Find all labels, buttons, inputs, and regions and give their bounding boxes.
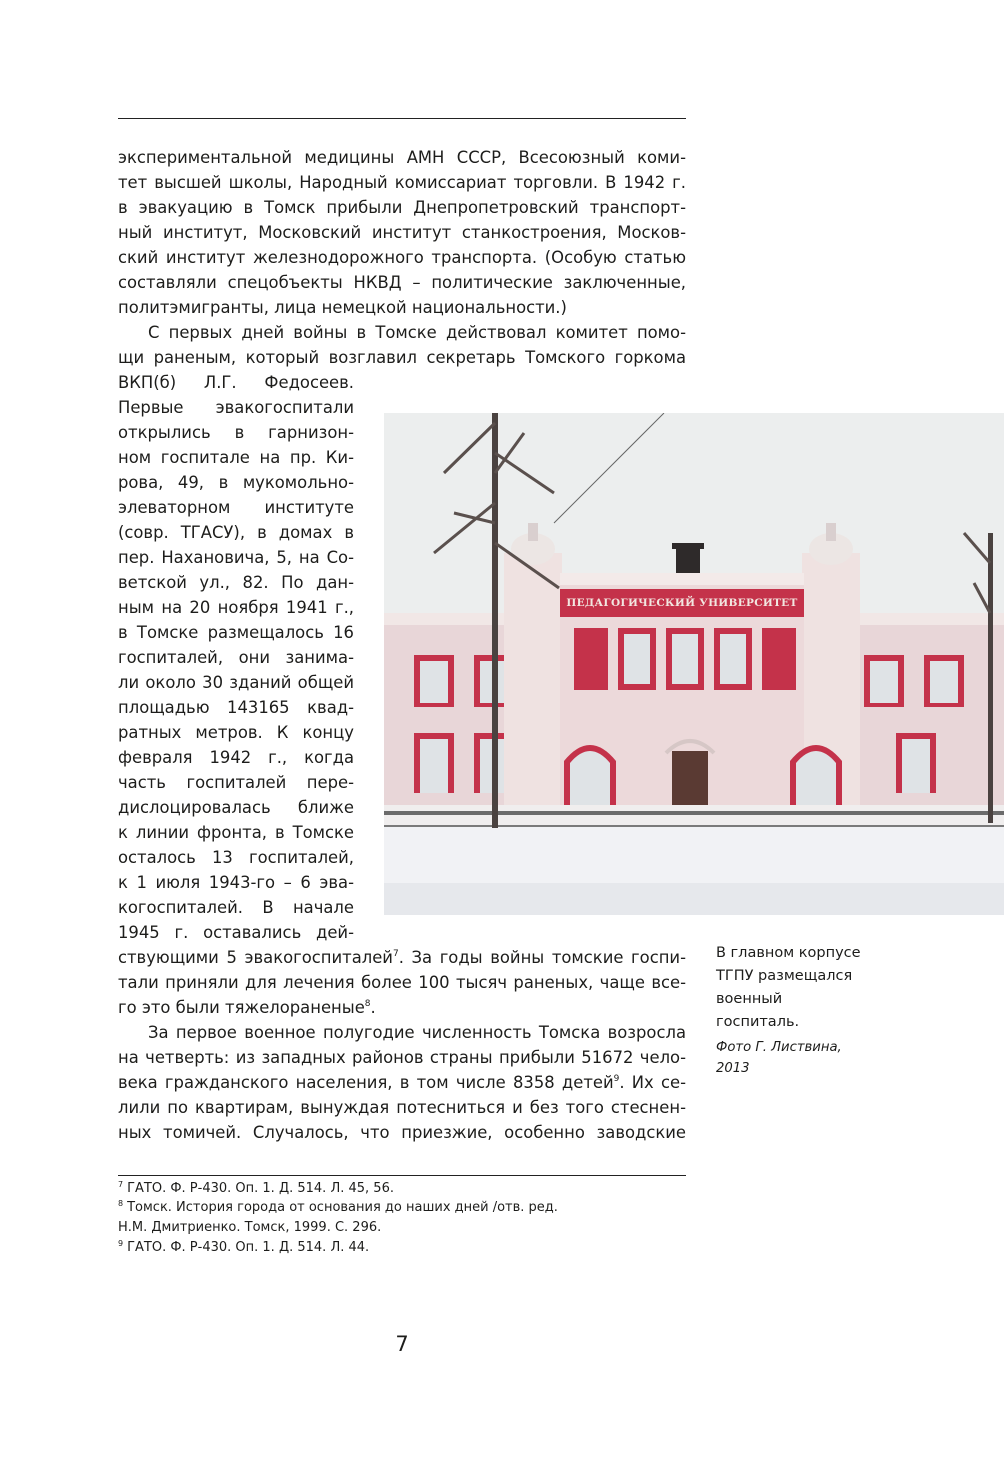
university-building-photo bbox=[384, 413, 1004, 915]
photo-credit-line: Фото Г. Листвина, bbox=[716, 1040, 842, 1055]
body-line: щи раненым, который возглавил секретарь Томского горкома bbox=[118, 348, 686, 367]
body-line-narrow: к 1 июля 1943-го – 6 эва- bbox=[118, 873, 354, 892]
body-line: ный институт, Московский институт станкостроения, Москов- bbox=[118, 223, 686, 242]
footnote: $^9$ ГАТО. Ф. Р-430. Оп. 1. Д. 514. Л. 44. bbox=[118, 1239, 370, 1255]
body-line-narrow: февраля 1942 г., когда bbox=[118, 748, 354, 767]
body-line-narrow: (совр. ТГАСУ), в домах в bbox=[118, 523, 354, 542]
building-sign: ПЕДАГОГИЧЕСКИЙ УНИВЕРСИТЕТ bbox=[566, 597, 798, 609]
body-line-narrow: рова, 49, в мукомольно- bbox=[118, 473, 354, 492]
body-line-narrow: ли около 30 зданий общей bbox=[118, 673, 354, 692]
body-line: С первых дней войны в Томске действовал комитет помо- bbox=[148, 323, 686, 342]
body-line-narrow: дислоцировалась ближе bbox=[118, 798, 354, 817]
body-line-narrow: осталось 13 госпиталей, bbox=[118, 848, 354, 867]
body-line: го это были тяжелораненые$^8$. bbox=[118, 998, 376, 1017]
body-line: За первое военное полугодие численность Томска возросла bbox=[148, 1023, 686, 1042]
footnote: $^8$ Томск. История города от основания до наших дней /отв. ред. bbox=[118, 1199, 558, 1215]
body-line: тет высшей школы, Народный комиссариат торговли. В 1942 г. bbox=[118, 173, 686, 192]
footnote-ref[interactable]: 7 bbox=[392, 949, 399, 959]
body-line-narrow: когоспиталей. В начале bbox=[118, 898, 354, 917]
body-line-narrow: госпиталей, они занима- bbox=[118, 648, 354, 667]
body-line-narrow: Первые эвакогоспитали bbox=[118, 398, 354, 417]
body-line-narrow: площадью 143165 квад- bbox=[118, 698, 354, 717]
photo-caption-line: ТГПУ размещался bbox=[716, 968, 853, 984]
page-number: 7 bbox=[395, 1332, 409, 1356]
body-line: политэмигранты, лица немецкой национальности.) bbox=[118, 298, 567, 317]
footnote-continuation: Н.М. Дмитриенко. Томск, 1999. С. 296. bbox=[118, 1220, 382, 1235]
body-line: тали приняли для лечения более 100 тысяч раненых, чаще все- bbox=[118, 973, 686, 992]
body-line-narrow: элеваторном институте bbox=[118, 498, 354, 517]
body-line-narrow: ратных метров. К концу bbox=[118, 723, 354, 742]
body-line: экспериментальной медицины АМН СССР, Всесоюзный коми- bbox=[118, 148, 686, 167]
body-line-narrow: 1945 г. оставались дей- bbox=[118, 923, 354, 942]
header-rule bbox=[118, 118, 686, 119]
body-line: лили по квартирам, вынуждая потесниться и без того стеснен- bbox=[118, 1098, 686, 1117]
body-line-narrow: открылись в гарнизон- bbox=[118, 423, 354, 442]
body-line-narrow: ным на 20 ноября 1941 г., bbox=[118, 598, 354, 617]
body-line-narrow: ветской ул., 82. По дан- bbox=[118, 573, 354, 592]
footnote-ref[interactable]: 9 bbox=[613, 1074, 620, 1084]
body-line: в эвакуацию в Томск прибыли Днепропетровский транспорт- bbox=[118, 198, 686, 217]
photo-caption-line: В главном корпусе bbox=[716, 945, 861, 961]
footnote-rule bbox=[118, 1175, 686, 1176]
body-line: ных томичей. Случалось, что приезжие, особенно заводские bbox=[118, 1123, 686, 1142]
body-line-narrow: пер. Нахановича, 5, на Со- bbox=[118, 548, 354, 567]
body-line-narrow: в Томске размещалось 16 bbox=[118, 623, 354, 642]
footnote-ref[interactable]: 8 bbox=[364, 999, 371, 1009]
footnote: $^7$ ГАТО. Ф. Р-430. Оп. 1. Д. 514. Л. 45, 56. bbox=[118, 1180, 394, 1196]
body-line: ствующими 5 эвакогоспиталей$^7$. За годы войны томские госпи- bbox=[118, 948, 686, 967]
body-line-narrow: к линии фронта, в Томске bbox=[118, 823, 354, 842]
photo-caption-line: госпиталь. bbox=[716, 1014, 800, 1030]
body-line: ский институт железнодорожного транспорта. (Особую статью bbox=[118, 248, 686, 267]
body-line-narrow: часть госпиталей пере- bbox=[118, 773, 354, 792]
body-line: на четверть: из западных районов страны прибыли 51672 чело- bbox=[118, 1048, 686, 1067]
body-line: ВКП(б) Л.Г. Федосеев. bbox=[118, 373, 354, 392]
body-line: составляли спецобъекты НКВД – политические заключенные, bbox=[118, 273, 686, 292]
body-line-narrow: ном госпитале на пр. Ки- bbox=[118, 448, 354, 467]
photo-credit-line: 2013 bbox=[716, 1061, 750, 1076]
photo-caption-line: военный bbox=[716, 991, 783, 1007]
body-line: века гражданского населения, в том числе 8358 детей$^9$. Их се- bbox=[118, 1073, 686, 1092]
